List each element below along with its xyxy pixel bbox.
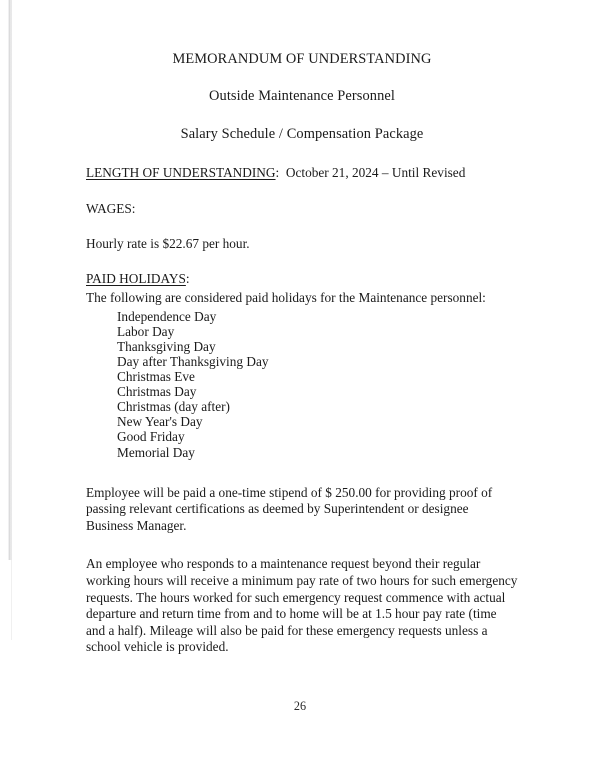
length-of-understanding-heading: LENGTH OF UNDERSTANDING: [86, 165, 276, 181]
list-item: Good Friday: [117, 429, 185, 445]
paid-holidays-colon: :: [185, 271, 190, 287]
scan-edge-artifact-secondary: [11, 0, 12, 640]
document-subtitle: Outside Maintenance Personnel: [209, 88, 395, 105]
document-title: MEMORANDUM OF UNDERSTANDING: [172, 51, 432, 67]
emergency-response-paragraph: An employee who responds to a maintenance request beyond their regular working hours will receive a minimum pay rate of two hours for such emergency requests. The hours worked for such emergency request commence with actual departure and return time from and to home will be at 1.5 hour pay rate (time and a half). Mileage will also be paid for these emergency requests unless a school vehicle is provided.: [86, 556, 518, 655]
list-item: Day after Thanksgiving Day: [117, 353, 269, 369]
scan-edge-artifact: [8, 0, 12, 560]
list-item: Thanksgiving Day: [117, 338, 216, 354]
wages-heading: WAGES:: [86, 200, 136, 216]
length-of-understanding-colon: :: [275, 165, 280, 181]
list-item: Labor Day: [117, 323, 175, 339]
paid-holidays-intro: The following are considered paid holidays for the Maintenance personnel:: [86, 290, 486, 306]
page-number: 26: [293, 699, 307, 713]
paid-holidays-heading-line: [86, 272, 518, 285]
list-item: Christmas (day after): [117, 399, 230, 415]
length-of-understanding-value: October 21, 2024 – Until Revised: [285, 165, 466, 181]
document-subtitle-secondary: Salary Schedule / Compensation Package: [180, 125, 424, 142]
list-item: Christmas Eve: [117, 369, 195, 385]
holiday-list: [86, 309, 518, 460]
list-item: Memorial Day: [117, 444, 195, 460]
document-content: [86, 52, 518, 656]
list-item: Christmas Day: [117, 384, 197, 400]
title-block: [86, 52, 518, 141]
wages-rate: Hourly rate is $22.67 per hour.: [86, 235, 250, 251]
length-of-understanding-line: [86, 166, 518, 179]
stipend-paragraph: Employee will be paid a one-time stipend of $ 250.00 for providing proof of passing relevant certifications as deemed by Superintendent or designee Business Manager.: [86, 484, 493, 533]
paid-holidays-heading: PAID HOLIDAYS: [86, 271, 186, 287]
list-item: New Year's Day: [117, 414, 203, 430]
list-item: Independence Day: [117, 308, 217, 324]
